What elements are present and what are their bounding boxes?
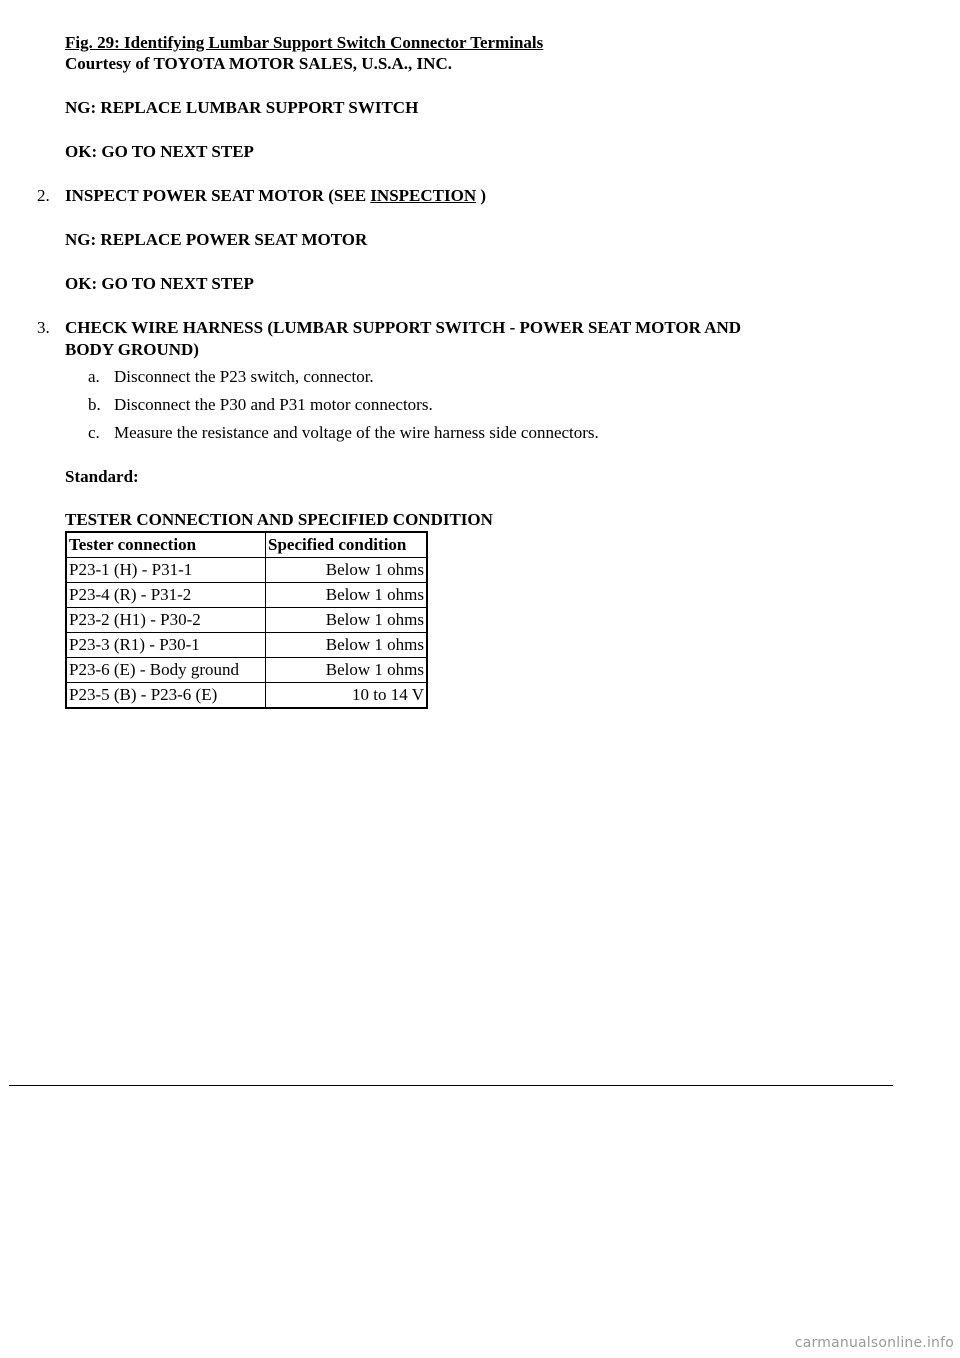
substep-c-letter: c. — [88, 423, 100, 442]
substep-a — [88, 366, 374, 388]
watermark-link[interactable]: carmanualsonline.info — [794, 1335, 954, 1351]
substep-b — [88, 394, 433, 416]
step-3-number: 3. — [37, 318, 50, 337]
table-title: TESTER CONNECTION AND SPECIFIED CONDITION — [65, 510, 493, 529]
cell-condition: Below 1 ohms — [266, 633, 428, 658]
standard-label: Standard: — [65, 467, 139, 486]
tester-connection-table — [65, 531, 428, 709]
cell-condition: Below 1 ohms — [266, 658, 428, 683]
step-3-title — [65, 317, 857, 361]
step-2-number: 2. — [37, 186, 50, 205]
cell-condition: Below 1 ohms — [266, 608, 428, 633]
step-2-title-text: INSPECT POWER SEAT MOTOR (SEE — [65, 186, 371, 205]
figure-title: Fig. 29: Identifying Lumbar Support Switch Connector Terminals — [65, 33, 544, 52]
step-3-title-line2: BODY GROUND) — [65, 340, 199, 359]
substep-b-letter: b. — [88, 395, 101, 414]
step-2-title — [65, 185, 857, 207]
result-ng-replace-switch: NG: REPLACE LUMBAR SUPPORT SWITCH — [65, 98, 419, 117]
cell-connection: P23-2 (H1) - P30-2 — [66, 608, 266, 633]
table-row — [66, 683, 427, 709]
figure-courtesy: Courtesy of TOYOTA MOTOR SALES, U.S.A., INC. — [65, 54, 452, 73]
table-header-row — [66, 532, 427, 558]
cell-connection: P23-6 (E) - Body ground — [66, 658, 266, 683]
step-3-title-line1: CHECK WIRE HARNESS (LUMBAR SUPPORT SWITCH - POWER SEAT MOTOR AND — [65, 318, 742, 337]
cell-condition: Below 1 ohms — [266, 583, 428, 608]
cell-condition: 10 to 14 V — [266, 683, 428, 709]
result-ok-next-step: OK: GO TO NEXT STEP — [65, 142, 254, 161]
substep-a-text: Disconnect the P23 switch, connector. — [114, 367, 374, 386]
substep-b-text: Disconnect the P30 and P31 motor connectors. — [114, 395, 433, 414]
step-2-title-end: ) — [476, 186, 487, 205]
header-tester-connection: Tester connection — [66, 532, 266, 558]
step-2 — [37, 185, 857, 207]
substep-c-text: Measure the resistance and voltage of the wire harness side connectors. — [114, 423, 599, 442]
result-ok-next-step-2: OK: GO TO NEXT STEP — [65, 274, 254, 293]
table-row — [66, 633, 427, 658]
table-row — [66, 608, 427, 633]
cell-connection: P23-1 (H) - P31-1 — [66, 558, 266, 583]
substep-c — [88, 422, 599, 444]
table-row — [66, 658, 427, 683]
inspection-link[interactable]: INSPECTION — [370, 186, 477, 205]
cell-connection: P23-4 (R) - P31-2 — [66, 583, 266, 608]
table-row — [66, 583, 427, 608]
result-ng-replace-motor: NG: REPLACE POWER SEAT MOTOR — [65, 230, 368, 249]
substep-a-letter: a. — [88, 367, 100, 386]
header-specified-condition: Specified condition — [266, 532, 428, 558]
cell-connection: P23-3 (R1) - P30-1 — [66, 633, 266, 658]
table-row — [66, 558, 427, 583]
cell-condition: Below 1 ohms — [266, 558, 428, 583]
page-divider — [9, 1085, 893, 1086]
step-3 — [37, 317, 857, 361]
cell-connection: P23-5 (B) - P23-6 (E) — [66, 683, 266, 709]
